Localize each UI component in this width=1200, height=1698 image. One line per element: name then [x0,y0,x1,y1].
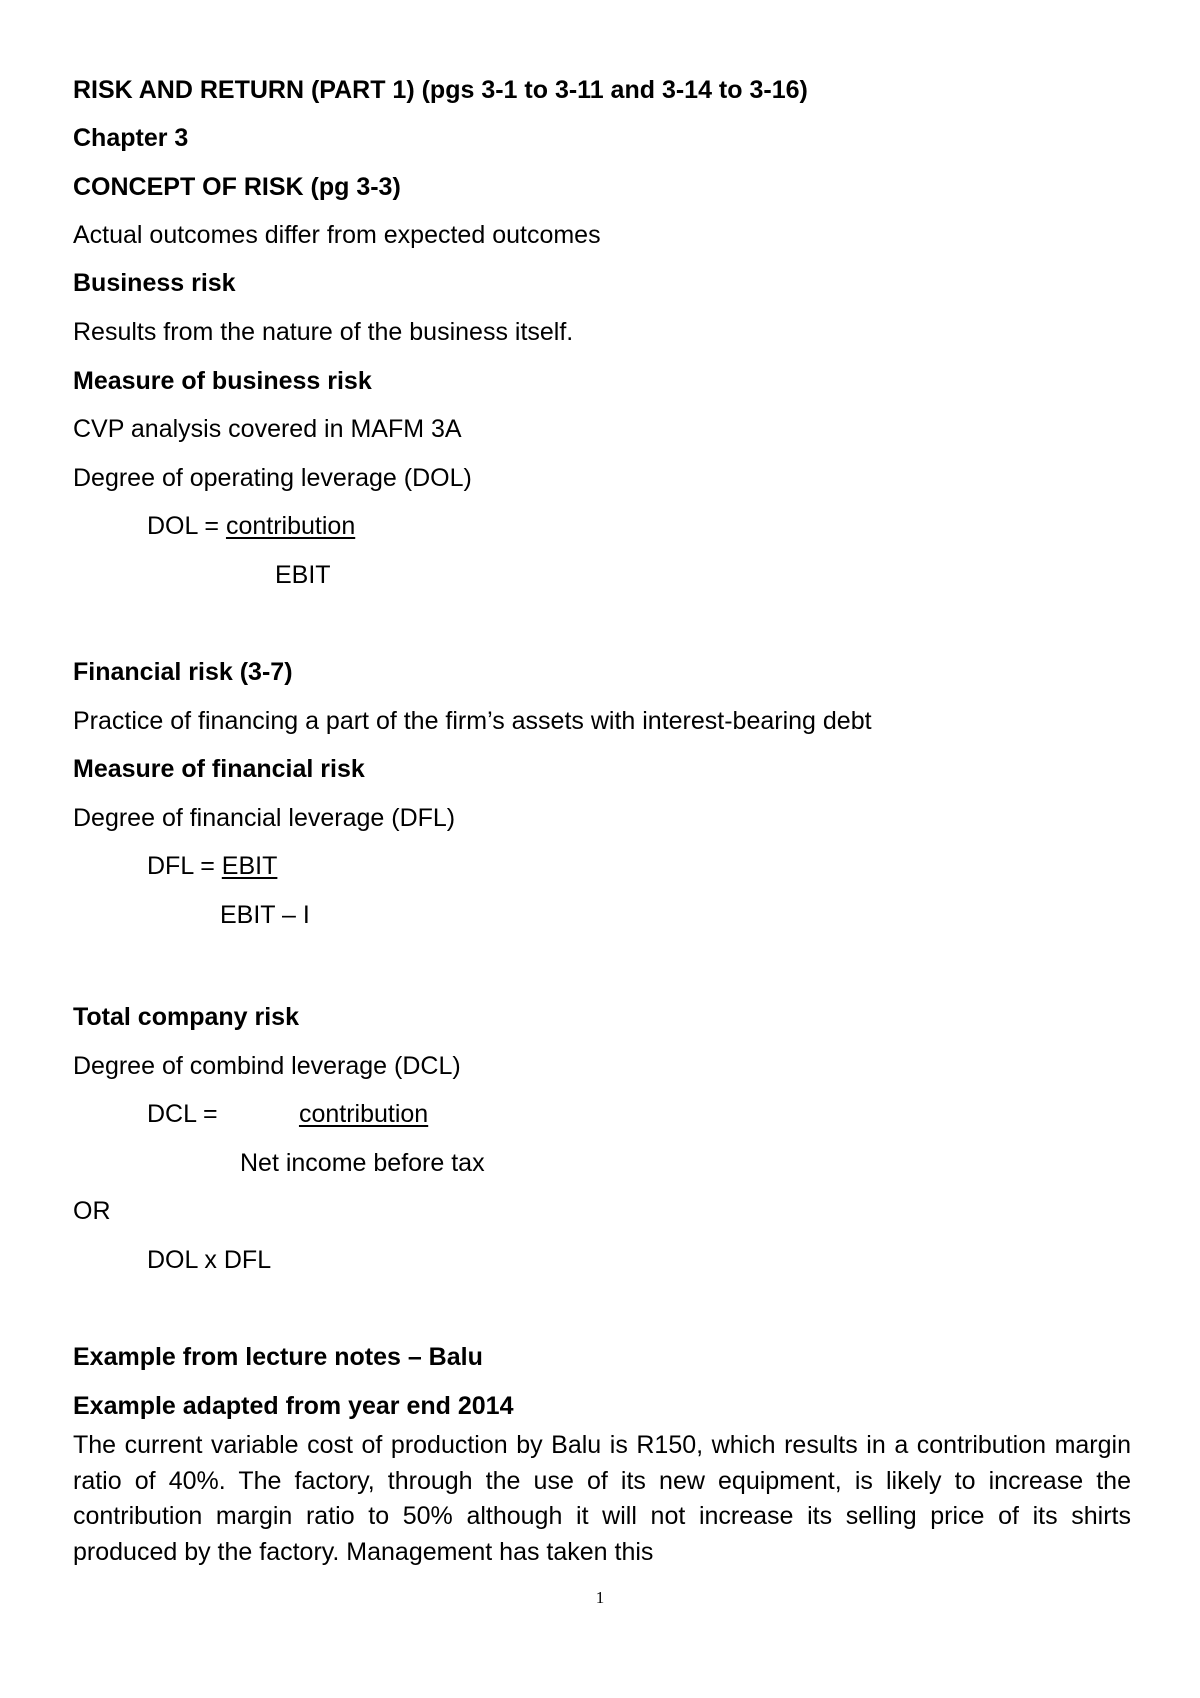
dfl-numerator: EBIT [221,852,278,880]
dol-formula-numerator [147,511,355,541]
dol-x-dfl-text: DOL x DFL [147,1246,272,1274]
concept-of-risk-text: Actual outcomes differ from expected outcomes [73,221,601,249]
dol-lhs: DOL = [147,512,226,540]
dcl-formula-numerator [147,1099,503,1129]
dfl-formula-numerator [147,851,277,881]
dfl-denominator: EBIT – I [220,901,310,929]
measure-financial-risk-heading: Measure of financial risk [73,755,365,783]
dcl-numerator: contribution [298,1100,429,1128]
example-paragraph: The current variable cost of production by Balu is R150, which results in a contribution margin ratio of 40%. The factory, through the use of its new equipment, is likely to increase the contribution margin ratio to 50% although it will not increase its selling price of its shirts produced by the factory. Management has taken this [73,1431,1131,1566]
page-number: 1 [595,1588,605,1607]
dfl-label: Degree of financial leverage (DFL) [73,804,456,832]
example-heading: Example from lecture notes – Balu [73,1343,483,1371]
dcl-denominator: Net income before tax [240,1149,485,1177]
dcl-label: Degree of combind leverage (DCL) [73,1052,461,1080]
cvp-analysis-text: CVP analysis covered in MAFM 3A [73,415,462,443]
financial-risk-text: Practice of financing a part of the firm’s assets with interest-bearing debt [73,707,872,735]
measure-business-risk-heading: Measure of business risk [73,367,372,395]
document-title: RISK AND RETURN (PART 1) (pgs 3-1 to 3-11 and 3-14 to 3-16) [73,76,808,104]
dfl-lhs: DFL = [147,852,222,880]
concept-of-risk-heading: CONCEPT OF RISK (pg 3-3) [73,173,401,201]
business-risk-text: Results from the nature of the business itself. [73,318,574,346]
financial-risk-heading: Financial risk (3-7) [73,658,293,686]
total-company-risk-heading: Total company risk [73,1003,299,1031]
or-text: OR [73,1197,111,1225]
business-risk-heading: Business risk [73,269,236,297]
dol-denominator: EBIT [275,561,331,589]
dcl-lhs: DCL = [147,1100,225,1128]
example-subheading: Example adapted from year end 2014 [73,1392,514,1420]
dol-label: Degree of operating leverage (DOL) [73,464,472,492]
dol-numerator: contribution [225,512,356,540]
chapter-label: Chapter 3 [73,124,189,152]
